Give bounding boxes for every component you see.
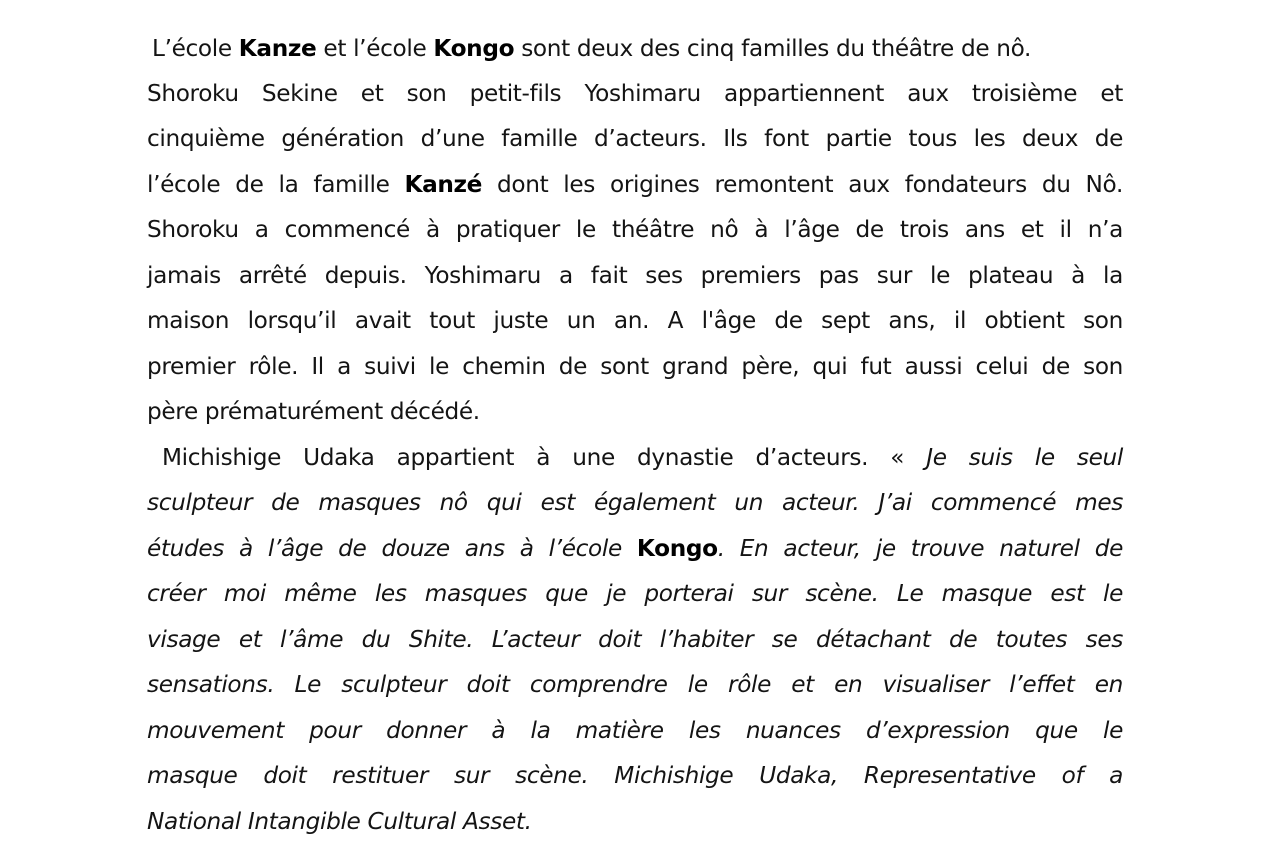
quote-run: Je suis le seul — [926, 444, 1123, 471]
paragraph-1-line-4 — [147, 162, 1123, 208]
bold-term-kongo: Kongo — [636, 535, 718, 562]
paragraph-2-line-1 — [162, 435, 1123, 481]
paragraph-1-line-8: premier rôle. Il a suivi le chemin de sont grand père, qui fut aussi celui de son — [147, 353, 1123, 380]
quote-run: . En acteur, je trouve naturel de — [717, 535, 1123, 562]
paragraph-2-line-6: sensations. Le sculpteur doit comprendre le rôle et en visualiser l’effet en — [147, 671, 1123, 698]
text-run: et l’école — [316, 35, 434, 62]
paragraph-2-line-3 — [147, 526, 1123, 572]
text-run: sont deux des cinq familles du théâtre de nô. — [514, 35, 1032, 62]
paragraph-1-line-3: cinquième génération d’une famille d’acteurs. Ils font partie tous les deux de — [147, 125, 1123, 152]
paragraph-2-line-2: sculpteur de masques nô qui est également un acteur. J’ai commencé mes — [147, 489, 1123, 516]
text-run: L’école — [152, 35, 239, 62]
paragraph-2-line-5: visage et l’âme du Shite. L’acteur doit l’habiter se détachant de toutes ses — [147, 626, 1123, 653]
paragraph-1-line-7: maison lorsqu’il avait tout juste un an. A l'âge de sept ans, il obtient son — [147, 307, 1123, 334]
bold-term-kanze: Kanze — [238, 35, 317, 62]
paragraph-2-line-4: créer moi même les masques que je porterai sur scène. Le masque est le — [147, 580, 1123, 607]
paragraph-1-line-6: jamais arrêté depuis. Yoshimaru a fait ses premiers pas sur le plateau à la — [147, 262, 1123, 289]
paragraph-1-line-1 — [152, 26, 1123, 72]
paragraph-2-line-7: mouvement pour donner à la matière les nuances d’expression que le — [147, 717, 1123, 744]
text-run: Michishige Udaka appartient à une dynastie d’acteurs. « — [162, 444, 927, 471]
bold-term-kongo: Kongo — [433, 35, 515, 62]
quote-run: études à l’âge de douze ans à l’école — [147, 535, 637, 562]
paragraph-1-line-9: père prématurément décédé. — [147, 398, 480, 425]
paragraph-1-line-5: Shoroku a commencé à pratiquer le théâtre nô à l’âge de trois ans et il n’a — [147, 216, 1123, 243]
paragraph-2-line-9: National Intangible Cultural Asset. — [147, 808, 532, 835]
bold-term-kanze-accent: Kanzé — [404, 171, 483, 198]
text-run: dont les origines remontent aux fondateurs du Nô. — [482, 171, 1123, 198]
text-run: l’école de la famille — [147, 171, 405, 198]
paragraph-1-line-2: Shoroku Sekine et son petit-fils Yoshimaru appartiennent aux troisième et — [147, 80, 1123, 107]
paragraph-2-line-8: masque doit restituer sur scène. Michishige Udaka, Representative of a — [147, 762, 1123, 789]
